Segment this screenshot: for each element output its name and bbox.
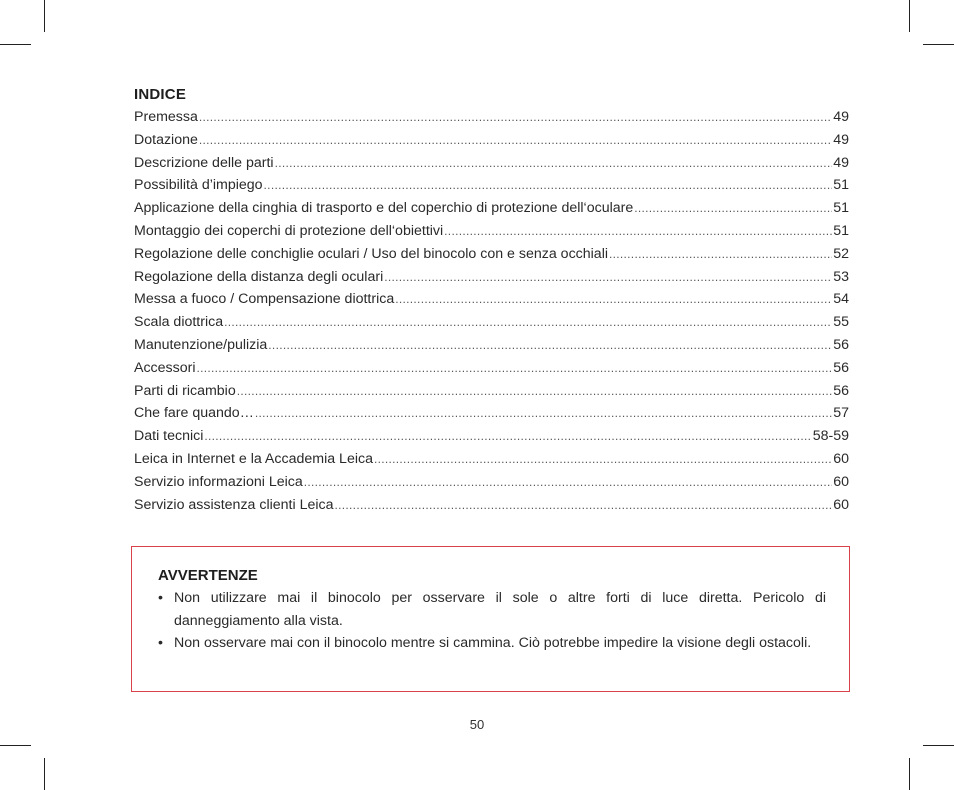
- warning-title: AVVERTENZE: [158, 567, 258, 584]
- toc-entry[interactable]: [134, 243, 849, 266]
- toc-entry[interactable]: [134, 106, 849, 129]
- bullet-icon: •: [158, 635, 163, 651]
- toc-leader-dots: [634, 197, 832, 220]
- toc-entry[interactable]: [134, 152, 849, 175]
- table-of-contents: [134, 106, 849, 516]
- toc-entry-page: 51: [833, 200, 849, 217]
- toc-leader-dots: [199, 106, 832, 129]
- toc-leader-dots: [268, 334, 832, 357]
- toc-leader-dots: [609, 243, 832, 266]
- toc-entry-label: Regolazione della distanza degli oculari: [134, 268, 384, 285]
- toc-entry[interactable]: [134, 266, 849, 289]
- toc-entry[interactable]: [134, 174, 849, 197]
- toc-entry-page: 51: [833, 177, 849, 194]
- crop-mark-top-left-horizontal: [0, 44, 31, 45]
- toc-entry-label: Che fare quando…: [134, 405, 254, 422]
- crop-mark-top-left-vertical: [44, 0, 45, 32]
- toc-entry-page: 56: [833, 359, 849, 376]
- warning-box: [131, 546, 850, 692]
- toc-entry-page: 57: [833, 405, 849, 422]
- toc-entry[interactable]: [134, 425, 849, 448]
- toc-entry-label: Leica in Internet e la Accademia Leica: [134, 450, 373, 467]
- toc-entry-page: 56: [833, 336, 849, 353]
- toc-entry-page: 52: [833, 245, 849, 262]
- toc-entry[interactable]: [134, 129, 849, 152]
- crop-mark-bottom-left-horizontal: [0, 745, 31, 746]
- toc-entry-page: 60: [833, 450, 849, 467]
- toc-leader-dots: [395, 288, 832, 311]
- toc-entry-label: Premessa: [134, 109, 198, 125]
- toc-entry-label: Montaggio dei coperchi di protezione dell‘obiettivi: [134, 222, 444, 239]
- crop-mark-top-right-vertical: [909, 0, 910, 32]
- toc-entry-page: 49: [833, 109, 849, 125]
- toc-entry[interactable]: [134, 471, 849, 494]
- toc-leader-dots: [444, 220, 832, 243]
- toc-entry[interactable]: [134, 334, 849, 357]
- crop-mark-bottom-left-vertical: [44, 758, 45, 790]
- toc-entry-page: 56: [833, 382, 849, 399]
- warning-item-text: Non utilizzare mai il binocolo per osservare il sole o altre forti di luce diretta. Pericolo di danneggiamento alla vista.: [174, 590, 826, 629]
- toc-entry[interactable]: [134, 311, 849, 334]
- toc-entry-label: Accessori: [134, 359, 196, 376]
- warning-item-text: Non osservare mai con il binocolo mentre si cammina. Ciò potrebbe impedire la visione degli ostacoli.: [174, 635, 812, 651]
- toc-entry-label: Servizio informazioni Leica: [134, 473, 303, 490]
- toc-entry-label: Scala diottrica: [134, 314, 224, 331]
- toc-entry[interactable]: [134, 220, 849, 243]
- toc-entry-page: 60: [833, 496, 849, 513]
- toc-entry-label: Messa a fuoco / Compensazione diottrica: [134, 291, 395, 308]
- toc-entry-page: 55: [833, 314, 849, 331]
- crop-mark-bottom-right-horizontal: [923, 745, 954, 746]
- crop-mark-top-right-horizontal: [923, 44, 954, 45]
- toc-leader-dots: [264, 174, 833, 197]
- toc-entry-label: Descrizione delle parti: [134, 154, 274, 171]
- toc-entry[interactable]: [134, 448, 849, 471]
- toc-entry-page: 58-59: [812, 428, 849, 445]
- toc-leader-dots: [304, 471, 832, 494]
- toc-entry-label: Servizio assistenza clienti Leica: [134, 496, 334, 513]
- toc-entry-label: Applicazione della cinghia di trasporto e del coperchio di protezione dell‘oculare: [134, 200, 634, 217]
- toc-entry-page: 54: [833, 291, 849, 308]
- toc-entry[interactable]: [134, 357, 849, 380]
- crop-mark-bottom-right-vertical: [909, 758, 910, 790]
- toc-leader-dots: [197, 357, 833, 380]
- bullet-icon: •: [158, 590, 163, 606]
- toc-entry[interactable]: [134, 197, 849, 220]
- toc-entry-page: 49: [833, 131, 849, 148]
- toc-leader-dots: [199, 129, 832, 152]
- toc-entry[interactable]: [134, 288, 849, 311]
- warning-item: [158, 632, 826, 655]
- toc-entry-page: 51: [833, 222, 849, 239]
- toc-entry[interactable]: [134, 402, 849, 425]
- toc-entry-label: Manutenzione/pulizia: [134, 336, 268, 353]
- toc-entry-label: Parti di ricambio: [134, 382, 236, 399]
- toc-leader-dots: [237, 380, 833, 403]
- toc-entry[interactable]: [134, 494, 849, 517]
- toc-entry-page: 53: [833, 268, 849, 285]
- toc-leader-dots: [255, 402, 832, 425]
- toc-entry-label: Dati tecnici: [134, 428, 204, 445]
- toc-leader-dots: [374, 448, 832, 471]
- toc-entry-label: Regolazione delle conchiglie oculari / Uso del binocolo con e senza occhiali: [134, 245, 608, 262]
- page-number: 50: [469, 717, 485, 732]
- toc-title: INDICE: [134, 86, 187, 103]
- warning-list: [158, 587, 826, 655]
- toc-leader-dots: [275, 152, 833, 175]
- toc-entry[interactable]: [134, 380, 849, 403]
- toc-entry-page: 60: [833, 473, 849, 490]
- warning-item: [158, 587, 826, 632]
- toc-leader-dots: [204, 425, 811, 448]
- toc-leader-dots: [384, 266, 832, 289]
- toc-leader-dots: [335, 494, 833, 517]
- toc-leader-dots: [224, 311, 832, 334]
- toc-entry-page: 49: [833, 154, 849, 171]
- toc-entry-label: Possibilità d’impiego: [134, 177, 263, 194]
- toc-entry-label: Dotazione: [134, 131, 198, 148]
